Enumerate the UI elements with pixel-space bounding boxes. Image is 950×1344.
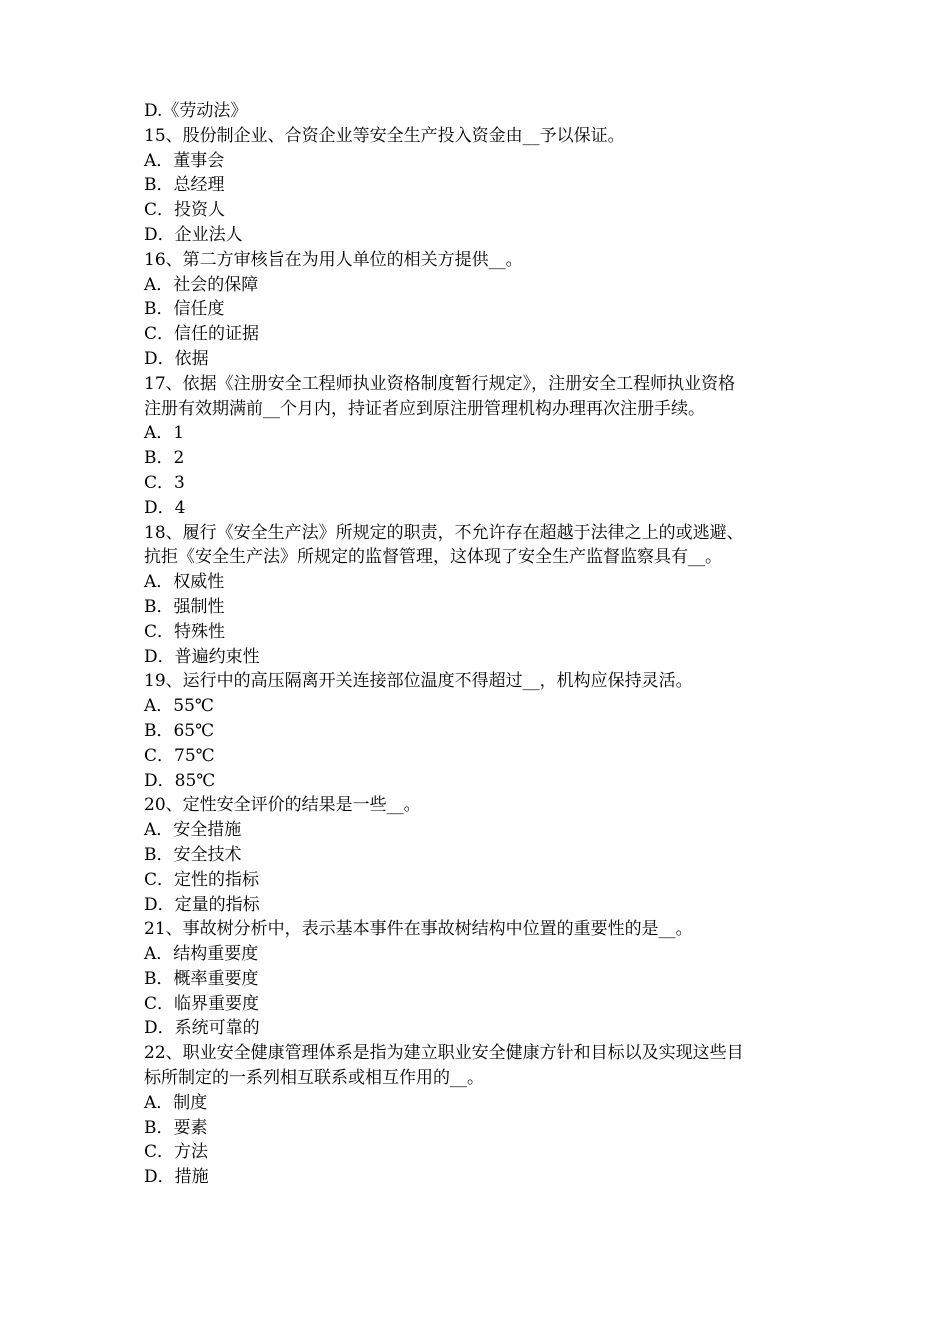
text-line: 注册有效期满前__个月内，持证者应到原注册管理机构办理再次注册手续。: [144, 398, 705, 419]
text-line: A．安全措施: [144, 820, 242, 841]
text-line: C．定性的指标: [144, 869, 260, 890]
text-line: 16、第二方审核旨在为用人单位的相关方提供__。: [144, 249, 523, 270]
text-line: 18、履行《安全生产法》所规定的职责，不允许存在超越于法律之上的或逃避、: [144, 522, 744, 543]
text-line: D．依据: [144, 348, 209, 369]
text-line: C．75℃: [144, 745, 215, 766]
text-line: C．信任的证据: [144, 324, 260, 345]
text-line: B．安全技术: [144, 844, 242, 865]
text-line: 20、定性安全评价的结果是一些__。: [144, 795, 421, 816]
text-line: A．社会的保障: [144, 274, 259, 295]
text-line: C．3: [144, 472, 185, 493]
text-line: B．65℃: [144, 720, 215, 741]
text-line: D．企业法人: [144, 224, 243, 245]
text-line: 21、事故树分析中，表示基本事件在事故树结构中位置的重要性的是__。: [144, 919, 693, 940]
text-line: B．概率重要度: [144, 968, 259, 989]
text-line: C．方法: [144, 1142, 209, 1163]
text-line: 19、运行中的高压隔离开关连接部位温度不得超过__，机构应保持灵活。: [144, 671, 693, 692]
text-line: 17、依据《注册安全工程师执业资格制度暂行规定》，注册安全工程师执业资格: [144, 373, 736, 394]
document-page: [144, 99, 810, 1190]
text-line: A．55℃: [144, 696, 214, 717]
text-line: B．要素: [144, 1117, 208, 1138]
text-line: C．临界重要度: [144, 993, 260, 1014]
text-line: A．1: [144, 423, 185, 444]
text-line: D．普遍约束性: [144, 646, 260, 667]
text-line: B．强制性: [144, 596, 225, 617]
text-line: D．措施: [144, 1167, 209, 1188]
text-line: 15、股份制企业、合资企业等安全生产投入资金由__予以保证。: [144, 125, 625, 146]
text-line: A．董事会: [144, 150, 225, 171]
text-line: D．系统可靠的: [144, 1018, 260, 1039]
text-line: B．2: [144, 448, 185, 469]
text-line: B．信任度: [144, 299, 225, 320]
text-line: C．特殊性: [144, 621, 226, 642]
text-line: 标所制定的一系列相互联系或相互作用的__。: [144, 1068, 484, 1089]
text-line: B．总经理: [144, 175, 225, 196]
text-line: 22、职业安全健康管理体系是指为建立职业安全健康方针和目标以及实现这些目: [144, 1043, 744, 1064]
text-line: A．制度: [144, 1092, 208, 1113]
text-line: D.《劳动法》: [144, 101, 248, 121]
text-line: A．结构重要度: [144, 944, 259, 965]
text-line: D．85℃: [144, 770, 216, 791]
text-line: A．权威性: [144, 572, 225, 593]
text-line: 抗拒《安全生产法》所规定的监督管理，这体现了安全生产监督监察具有__。: [144, 547, 722, 568]
text-line: C．投资人: [144, 200, 226, 221]
text-line: D．4: [144, 497, 186, 518]
text-line: D．定量的指标: [144, 894, 260, 915]
